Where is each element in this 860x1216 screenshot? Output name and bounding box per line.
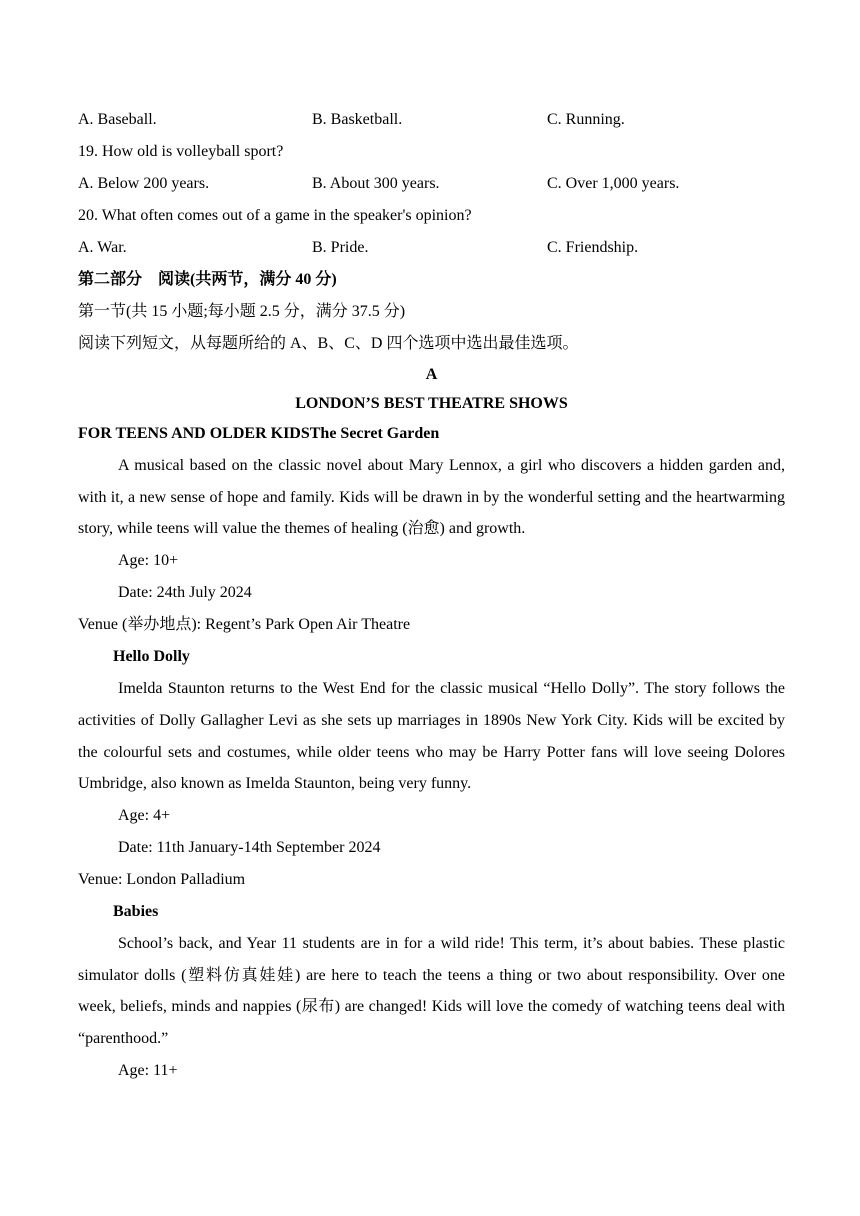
option-b: B. Pride. [312,239,369,256]
babies-title: Babies [113,902,159,920]
option-c: C. Running. [547,111,625,128]
section1-heading: 第一节(共 15 小题;每小题 2.5 分，满分 37.5 分) [78,303,406,320]
part2-heading: 第二部分 阅读(共两节，满分 40 分) [78,271,337,288]
option-b: B. Basketball. [312,111,403,128]
passage-subtitle: FOR TEENS AND OLDER KIDSThe Secret Garden [78,425,440,442]
option-a: A. Baseball. [78,111,157,128]
passage-title: LONDON’S BEST THEATRE SHOWS [295,395,568,412]
option-a: A. Below 200 years. [78,175,210,192]
hello-dolly-text: Imelda Staunton returns to the West End for the classic musical “Hello Dolly”. The story follows the activities of Dolly Gallagher Levi as she sets up marriages in 1890s New York City. Kids will be excited by the colourful sets and costumes, while older teens who may be Harry Potter fans will love seeing Dolores Umbridge, also known as Imelda Staunton, being very funny. [78,680,785,793]
q20-question: 20. What often comes out of a game in the speaker's opinion? [78,207,472,224]
option-a: A. War. [78,239,127,256]
hello-dolly-age: Age: 4+ [118,806,171,824]
hello-dolly-title: Hello Dolly [113,648,190,666]
option-c: C. Friendship. [547,239,639,256]
q20-options [78,232,785,264]
hello-dolly-venue: Venue: London Palladium [78,870,246,888]
option-c: C. Over 1,000 years. [547,175,680,192]
secret-garden-venue: Venue (举办地点): Regent’s Park Open Air Theatre [78,616,411,634]
secret-garden-age: Age: 10+ [118,552,179,570]
secret-garden-text: A musical based on the classic novel about Mary Lennox, a girl who discovers a hidden garden and, with it, a new sense of hope and family. Kids will be drawn in by the wonderful setting and the heartwarming story, while teens will value the themes of healing (治愈) and growth. [78,457,785,538]
q18-options [78,104,785,136]
hello-dolly-date: Date: 11th January-14th September 2024 [118,838,381,856]
babies-text: School’s back, and Year 11 students are in for a wild ride! This term, it’s about babies. These plastic simulator dolls (塑料仿真娃娃) are here to teach the teens a thing or two about responsibility. Over one week, beliefs, minds and nappies (尿布) are changed! Kids will love the comedy of watching teens deal with “parenthood.” [78,934,785,1048]
q19-question: 19. How old is volleyball sport? [78,143,284,160]
document-page [78,104,785,1087]
secret-garden-date: Date: 24th July 2024 [118,584,252,602]
passage-letter: A [425,366,438,383]
q19-options [78,168,785,200]
option-b: B. About 300 years. [312,175,440,192]
reading-instruction: 阅读下列短文，从每题所给的 A、B、C、D 四个选项中选出最佳选项。 [78,335,579,352]
babies-age: Age: 11+ [118,1061,178,1079]
